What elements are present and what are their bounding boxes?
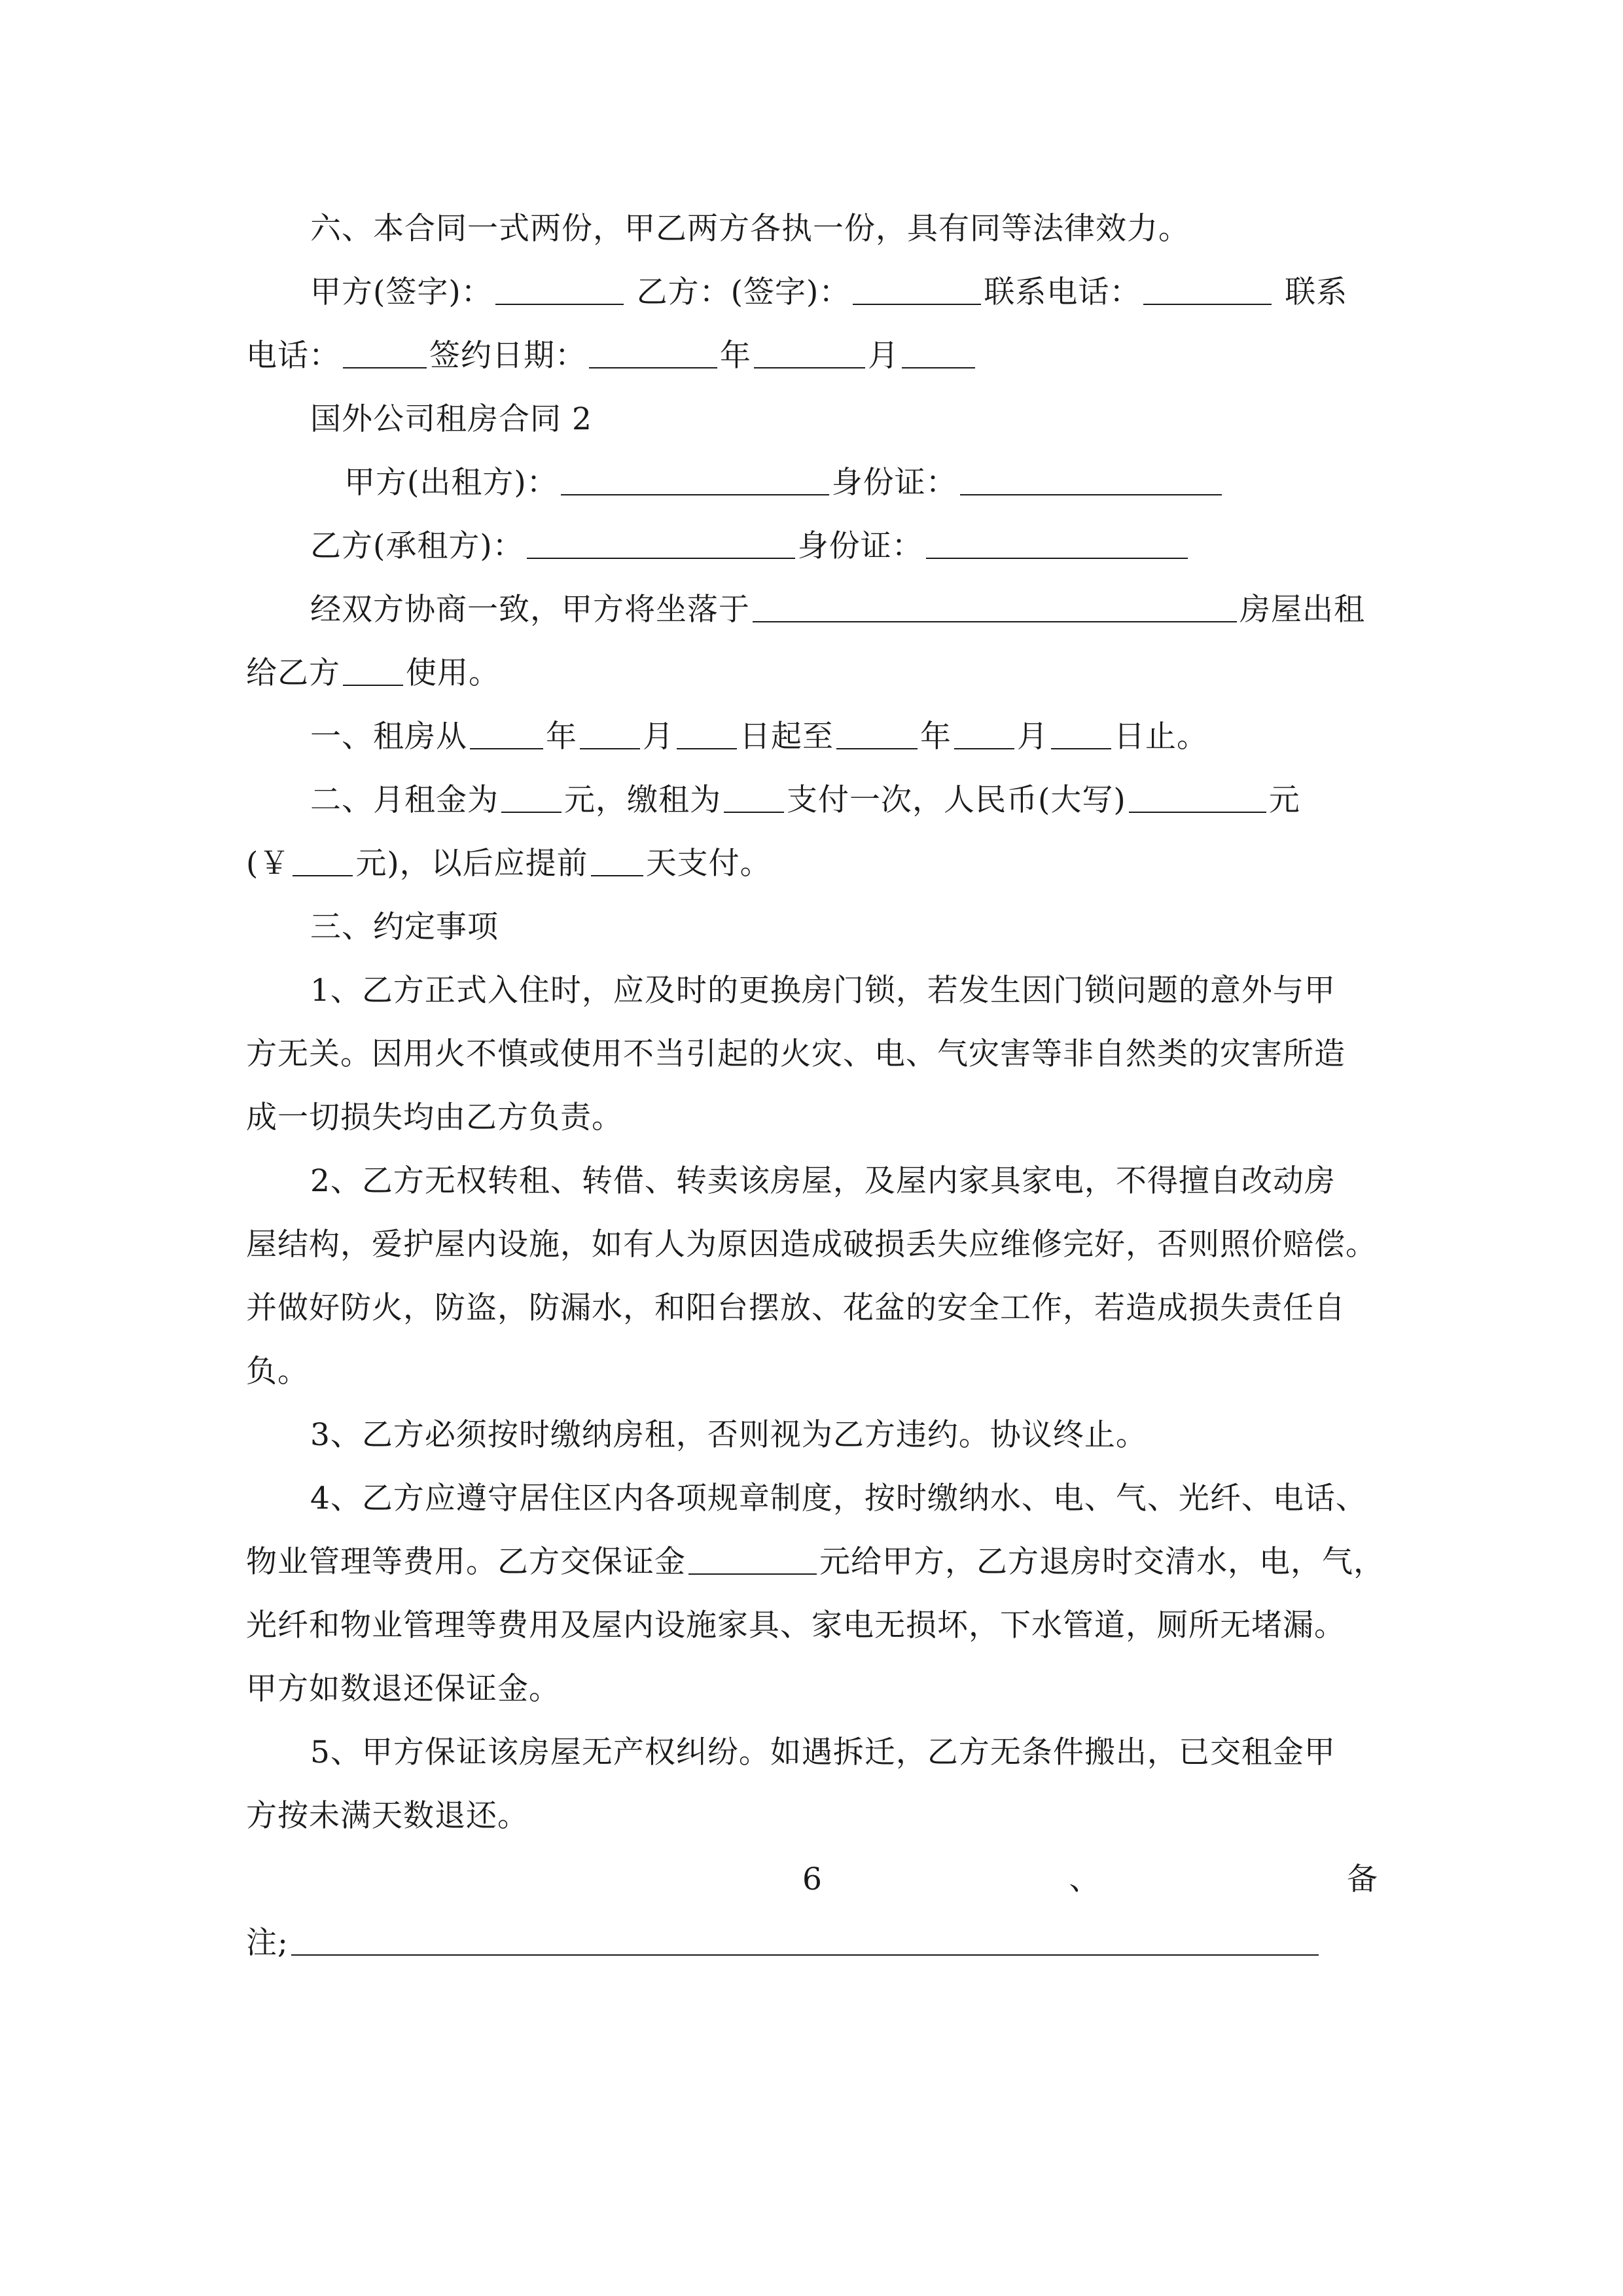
sign-month-blank: [754, 338, 865, 368]
term-month-2: 月: [1017, 719, 1048, 755]
item-5-line-1: 5、甲方保证该房屋无产权纠纷。如遇拆迁，乙方无条件搬出，已交租金甲: [310, 1734, 1336, 1770]
party-a-label: 甲方(出租方)：: [344, 465, 558, 501]
intro-part4: 使用。: [406, 655, 500, 691]
item-1-line-2: 方无关。因用火不慎或使用不当引起的火灾、电、气灾害等非自然类的灾害所造: [246, 1036, 1346, 1072]
party-a-sign-blank: [495, 275, 624, 305]
item-2-line-2: 屋结构，爱护屋内设施，如有人为原因造成破损丢失应维修完好，否则照价赔偿。: [246, 1227, 1377, 1263]
rent-p1: 二、月租金为: [310, 782, 499, 818]
monthly-rent-blank: [501, 783, 562, 813]
signature-line-2: [246, 336, 1378, 376]
phone-b-label-start: 联系: [1285, 274, 1348, 310]
deposit-blank: [688, 1545, 817, 1575]
contract-2-title: 国外公司租房合同 2: [310, 401, 592, 437]
payment-period-blank: [724, 783, 784, 813]
item-1-line-3: 成一切损失均由乙方负责。: [246, 1100, 623, 1136]
party-b-line: [310, 527, 1378, 566]
amount-words-blank: [1129, 783, 1266, 813]
item-1-line-1: 1、乙方正式入住时，应及时的更换房门锁，若发生因门锁问题的意外与甲: [310, 973, 1336, 1009]
party-a-id-label: 身份证：: [831, 465, 957, 501]
phone-a-blank: [1143, 275, 1272, 305]
rent-p7: 天支付。: [645, 846, 772, 882]
end-month-blank: [954, 719, 1014, 749]
remark-separator: 、: [1069, 1861, 1101, 1897]
intro-part3: 给乙方: [246, 655, 340, 691]
rent-p6: 元)，以后应提前: [355, 846, 588, 882]
phone-b-label-end: 电话：: [246, 338, 340, 374]
intro-line-1: [310, 590, 1378, 630]
address-blank: [753, 592, 1237, 622]
remark-blank: [291, 1926, 1319, 1956]
sign-year-blank: [589, 338, 717, 368]
remark-number: 6: [802, 1861, 823, 1897]
month-label: 月: [868, 338, 899, 374]
term-year: 年: [546, 719, 577, 755]
remark-justified-row: [802, 1860, 1378, 1899]
advance-days-blank: [591, 846, 643, 876]
party-a-line: [344, 463, 1378, 503]
amount-number-blank: [293, 846, 353, 876]
party-b-id-label: 身份证：: [797, 528, 923, 564]
item-4-line-4: 甲方如数退还保证金。: [246, 1671, 560, 1707]
party-b-label: 乙方(承租方)：: [310, 528, 524, 564]
clause-6: 六、本合同一式两份，甲乙两方各执一份，具有同等法律效力。: [310, 211, 1190, 247]
term-prefix: 一、租房从: [310, 719, 467, 755]
intro-part1: 经双方协商一致，甲方将坐落于: [310, 592, 750, 628]
party-b-sign-blank: [853, 275, 981, 305]
term-year-2: 年: [920, 719, 952, 755]
intro-line-2: [246, 654, 1378, 693]
signature-line-1: [310, 273, 1378, 312]
section-3-title: 三、约定事项: [310, 909, 499, 945]
phone-a-label: 联系电话：: [984, 274, 1141, 310]
rent-p2: 元，缴租为: [564, 782, 721, 818]
remark-label-a: 备: [1347, 1861, 1378, 1897]
term-month: 月: [643, 719, 674, 755]
sign-day-blank: [902, 338, 975, 368]
term-line: [310, 717, 1378, 757]
party-b-sign-label: 乙方：(签字)：: [636, 274, 851, 310]
rent-p3: 支付一次，人民币(大写): [787, 782, 1126, 818]
remark-label-b: 注;: [246, 1925, 289, 1961]
term-day-to: 日止。: [1114, 719, 1208, 755]
end-day-blank: [1051, 719, 1111, 749]
party-b-id-blank: [926, 529, 1188, 559]
item-2-line-4: 负。: [246, 1354, 309, 1390]
rent-line-2: [246, 844, 1378, 884]
item-4-line-3: 光纤和物业管理等费用及屋内设施家具、家电无损坏，下水管道，厕所无堵漏。: [246, 1607, 1346, 1643]
party-a-sign-label: 甲方(签字)：: [310, 274, 493, 310]
party-a-name-blank: [561, 465, 829, 495]
item-2-line-1: 2、乙方无权转租、转借、转卖该房屋，及屋内家具家电，不得擅自改动房: [310, 1163, 1336, 1199]
sign-date-label: 签约日期：: [429, 338, 586, 374]
item-5-line-2: 方按未满天数退还。: [246, 1798, 529, 1834]
item-3: 3、乙方必须按时缴纳房租，否则视为乙方违约。协议终止。: [310, 1417, 1147, 1453]
start-year-blank: [470, 719, 543, 749]
end-year-blank: [836, 719, 918, 749]
item-4-line-2: [246, 1543, 1385, 1582]
usage-blank: [343, 656, 403, 686]
item-4-line-2-a: 物业管理等费用。乙方交保证金: [246, 1544, 686, 1580]
start-month-blank: [580, 719, 640, 749]
party-b-name-blank: [527, 529, 795, 559]
start-day-blank: [677, 719, 737, 749]
rent-p4: 元: [1268, 782, 1300, 818]
item-4-line-1: 4、乙方应遵守居住区内各项规章制度，按时缴纳水、电、气、光纤、电话、: [310, 1480, 1367, 1516]
remark-line-1: [802, 1860, 1378, 1899]
item-4-line-2-b: 元给甲方，乙方退房时交清水，电，气，: [819, 1544, 1385, 1580]
phone-b-blank: [343, 338, 427, 368]
item-2-line-3: 并做好防火，防盗，防漏水，和阳台摆放、花盆的安全工作，若造成损失责任自: [246, 1290, 1346, 1326]
remark-line-2: [246, 1924, 1378, 1963]
rent-p5: (￥: [246, 846, 291, 882]
term-day-from: 日起至: [740, 719, 834, 755]
party-a-id-blank: [960, 465, 1222, 495]
rent-line-1: [310, 781, 1378, 820]
year-label: 年: [720, 338, 751, 374]
intro-part2: 房屋出租: [1240, 592, 1365, 628]
